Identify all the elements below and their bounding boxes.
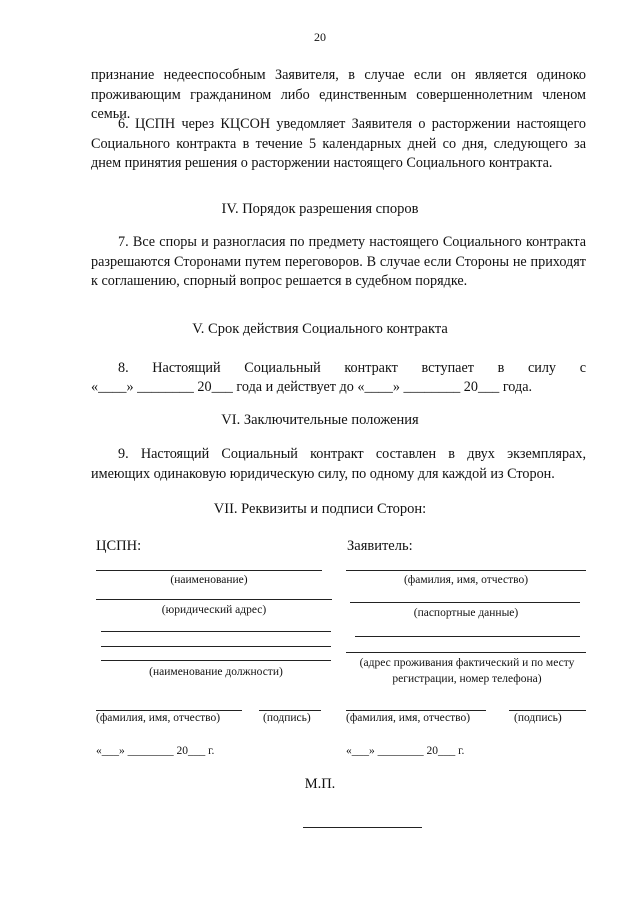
right-signature-caption: (подпись) [514, 712, 562, 724]
left-name-line [96, 570, 322, 571]
left-date-line: «___» ________ 20___ г. [96, 745, 215, 757]
right-fio-caption: (фамилия, имя, отчество) [346, 712, 471, 724]
paragraph-8-line-2: «____» ________ 20___ года и действует до «____» ________ 20___ года. [91, 379, 533, 395]
right-fio-line-top [346, 570, 586, 571]
left-party-title: ЦСПН: [96, 538, 142, 554]
right-passport-line-2 [355, 636, 580, 637]
left-position-caption: (наименование должности) [149, 666, 283, 678]
paragraph-8-line-1: 8. Настоящий Социальный контракт вступает в силу с [118, 360, 586, 376]
heading-section-5: V. Срок действия Социального контракта [192, 321, 448, 337]
stamp-label: М.П. [304, 776, 336, 792]
left-address-line-2 [101, 631, 331, 632]
right-party-title: Заявитель: [347, 538, 413, 554]
paragraph-7: 7. Все споры и разногласия по предмету настоящего Социального контракта разрешаются Сторонами путем переговоров. В случае если Стороны не приходят к соглашению, спорный вопрос решается в судебном порядке. [91, 234, 586, 289]
left-name-caption: (наименование) [170, 574, 248, 586]
heading-section-6: VI. Заключительные положения [221, 412, 419, 428]
right-date-line: «___» ________ 20___ г. [346, 745, 465, 757]
paragraph-6: 6. ЦСПН через КЦСОН уведомляет Заявителя о расторжении настоящего Социального контракта в течение 5 календарных дней со дня, следующего за днем принятия решения о расторжении настоящего Социального контракта. [91, 116, 586, 171]
heading-section-7: VII. Реквизиты и подписи Сторон: [213, 501, 427, 517]
right-signature-line [509, 710, 586, 711]
left-address-caption: (юридический адрес) [161, 604, 267, 616]
left-signature-line [259, 710, 321, 711]
left-position-line [101, 660, 331, 661]
heading-section-4: IV. Порядок разрешения споров [221, 201, 419, 217]
left-address-line-3 [101, 646, 331, 647]
right-passport-caption: (паспортные данные) [413, 607, 519, 619]
page-number: 20 [314, 30, 326, 44]
left-fio-caption: (фамилия, имя, отчество) [96, 712, 221, 724]
paragraph-9: 9. Настоящий Социальный контракт составлен в двух экземплярах, имеющих одинаковую юридическую силу, по одному для каждой из Сторон. [91, 446, 586, 482]
left-signature-caption: (подпись) [263, 712, 311, 724]
paragraph-continuation: признание недееспособным Заявителя, в случае если он является одиноко проживающим гражданином либо единственным совершеннолетним членом семьи. [91, 67, 586, 122]
right-fio-line [346, 710, 486, 711]
left-address-line [96, 599, 332, 600]
right-address-caption: (адрес проживания фактический и по месту регистрации, номер телефона) [359, 657, 575, 685]
right-passport-line [350, 602, 580, 603]
right-fio-caption-top: (фамилия, имя, отчество) [403, 574, 529, 586]
left-fio-line [96, 710, 242, 711]
right-address-line [346, 652, 586, 653]
stamp-line [303, 827, 422, 828]
